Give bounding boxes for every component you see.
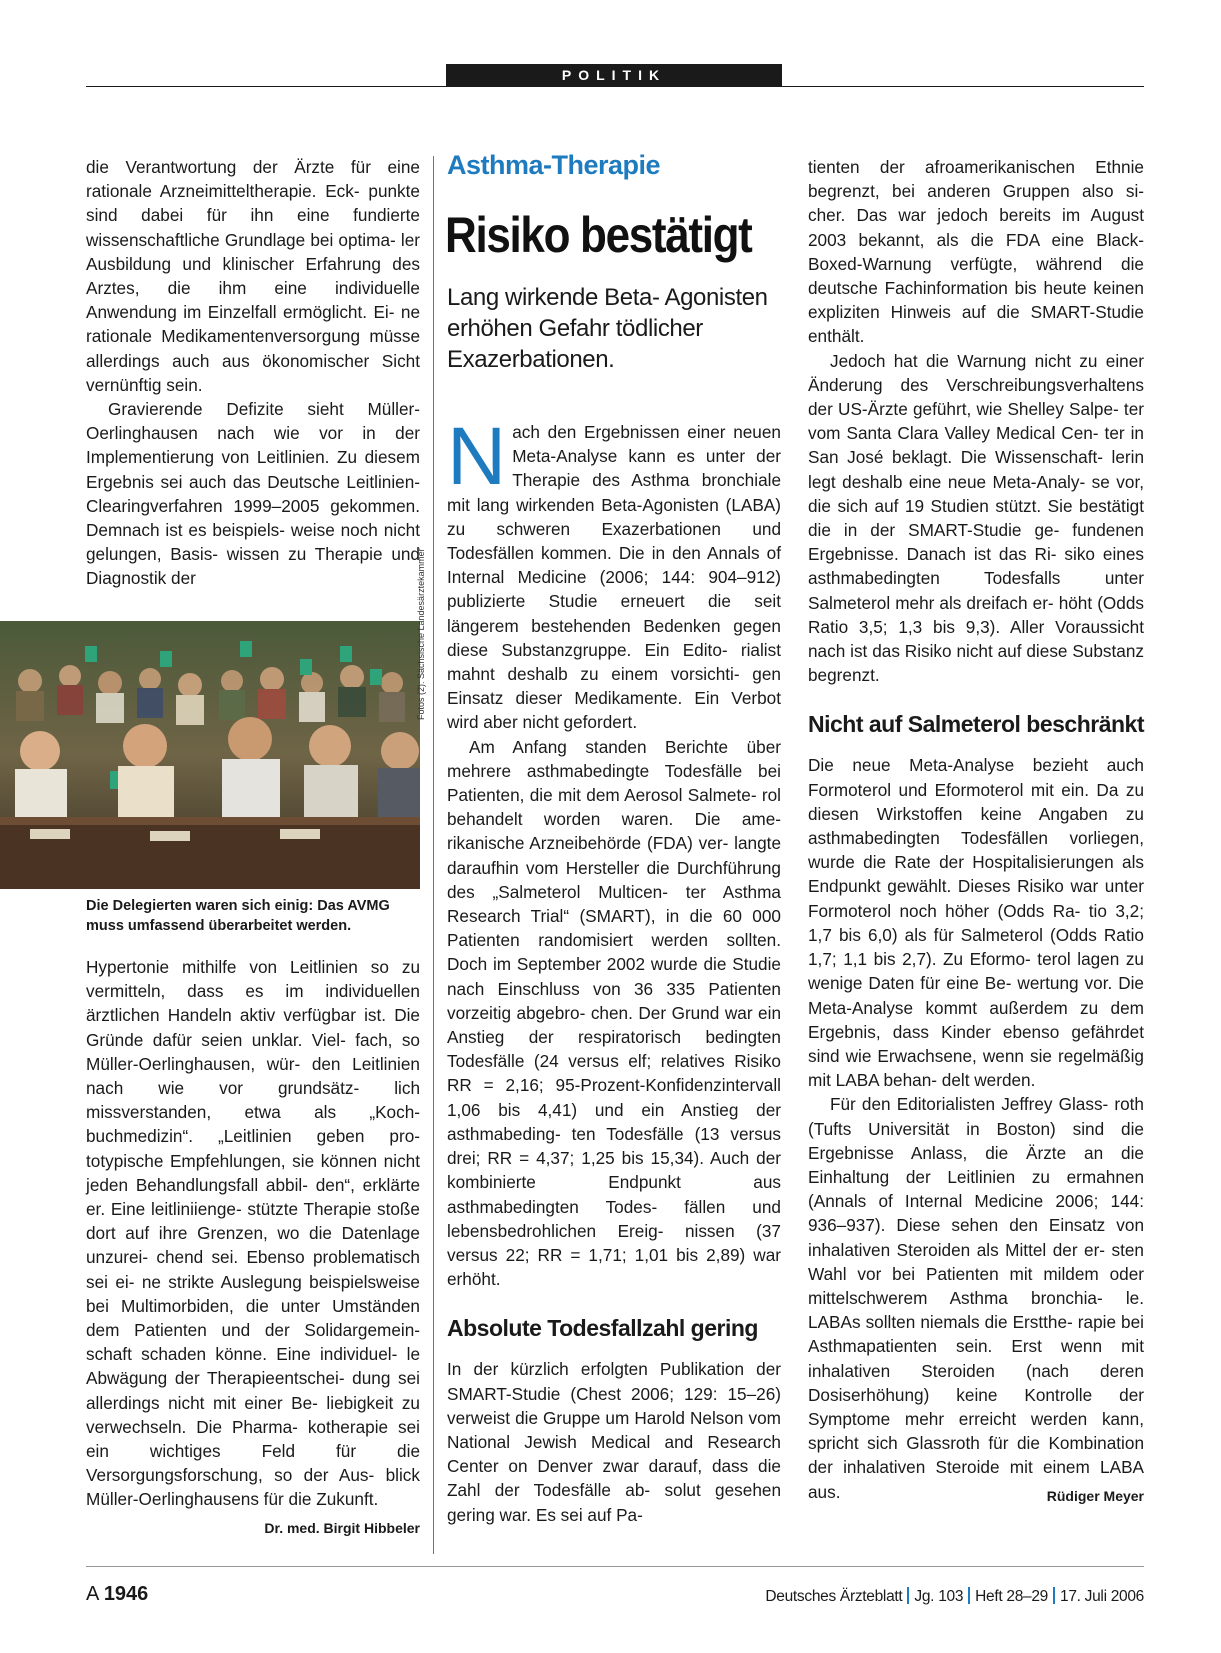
journal-issue: Heft 28–29 bbox=[975, 1588, 1048, 1605]
paragraph-text: Hypertonie mithilfe von Leitlinien so zu vermitteln, dass es im individuellen ärztlichen Handeln aktiv verfügbar ist. Die Gründe dafür seien unklar. Viel- fach, so Müller-Oerlinghausen, wür- den Leitlinien nach wie vor grundsätz- lich missverstanden, etwa als „Koch- buchmedizin“. „Leitlinien geben pro- totypische Empfehlungen, sie können nicht jeden Behandlungsfall abbil- den“, erklärte er. Eine leitliniienge- stützte Therapie stoße dort auf ihre Grenzen, wo die Datenlage unzurei- chend sei. Ebenso problematisch sei ei- ne strikte Auslegung beispielsweise bei Multimorbiden, die unter Umständen dem Patienten und der Solidargemein- schaft schaden könne. Eine individuel- le Abwägung der Therapieentschei- dung sei allerdings nicht mit einer Be- liebigkeit zu verwechseln. Die Pharma- kotherapie sei ein wichtiges Feld für die Versorgungsforschung, so der Aus- blick Müller-Oerlinghausens für die Zukunft. bbox=[86, 957, 420, 1510]
section-header: POLITIK bbox=[446, 64, 782, 86]
column-divider bbox=[433, 156, 434, 1554]
paragraph: In der kürzlich erfolgten Publikation der SMART-Studie (Chest 2006; 129: 15–26) verweist die Gruppe um Harold Nelson vom National Jewish Medical and Research Center on Denver zwar darauf, dass die Zahl der Todesfälle ab- solut gesehen gering war. Es sei auf Pa- bbox=[447, 1359, 781, 1525]
delegates-photo bbox=[0, 621, 420, 889]
subheading: Nicht auf Salmeterol beschränkt bbox=[808, 711, 1144, 738]
paragraph: Jedoch hat die Warnung nicht zu einer Änderung des Verschreibungsverhaltens der US-Ärzte geführt, wie Shelley Salpe- ter vom Santa Clara Valley Medical Cen- ter in San José beklagt. Die Wissenschaft- lerin legt deshalb eine neue Meta-Analy- se vor, die sich auf 19 Studien stützt. Sie bestätigt die in der SMART-Studie ge- fundenen Ergebnisse. Danach ist das Ri- siko eines asthmabedingten Todesfalls unter Salmeterol mehr als dreifach er- höht (Odds Ratio 3,5; 1,3 bis 9,3). Aller Voraussicht nach ist das Risiko nicht auf diese Substanz begrenzt. bbox=[808, 350, 1144, 686]
paragraph: tienten der afroamerikanischen Ethnie begrenzt, bei anderen Gruppen also si- cher. Das war jedoch bereits im August 2003 bekannt, als die FDA eine Black- Boxed-Warnung verfügte, während die deutsche Fachinformation bis heute keinen expliziten Hinweis auf die SMART-Studie enthält. bbox=[808, 157, 1144, 347]
paragraph: die Verantwortung der Ärzte für eine rationale Arzneimitteltherapie. Eck- punkte sind dabei für ihn eine fundierte wissenschaftliche Grundlage bei optima- ler Ausbildung und klinischer Erfahrung des Arztes, die ihm eine individuelle Anwendung im Einzelfall ermöglicht. Ei- ne rationale Medikamentenversorgung müsse allerdings auch aus ökonomischer Sicht vernünftig sein. bbox=[86, 157, 420, 395]
journal-date: 17. Juli 2006 bbox=[1060, 1588, 1144, 1605]
author-byline: Dr. med. Birgit Hibbeler bbox=[264, 1519, 420, 1536]
paragraph: Die neue Meta-Analyse bezieht auch Formoterol und Eformoterol mit ein. Da zu diesen Wirkstoffen keine Angaben zu asthmabedingten Todesfällen vorliegen, wurde die Rate der Hospitalisierungen als Endpunkt gewählt. Dieses Risiko war unter Formoterol noch höher (Odds Ra- tio 3,2; 1,7 bis 6,0) als für Salmeterol (Odds Ratio 1,7; 1,1 bis 2,7). Zu Eformo- terol lagen zu wenige Daten für eine Be- wertung vor. Die Meta-Analyse kommt außerdem zu dem Ergebnis, dass Kinder ebenso gefährdet sind wie Erwachsene, wenn sie regelmäßig mit LABA behan- delt werden. bbox=[808, 755, 1144, 1091]
article-deck: Lang wirkende Beta- Agonisten erhöhen Gefahr tödlicher Exazerbationen. bbox=[447, 284, 768, 373]
footer-rule bbox=[86, 1566, 1144, 1567]
separator bbox=[968, 1587, 970, 1604]
lead-text: ach den Ergebnissen einer neuen Meta-Analyse kann es unter der Therapie des Asthma bronchiale mit lang wirkenden Beta-Agonisten (LABA) zu schweren Exazerbationen und Todesfällen kommen. Die in den Annals of Internal Medicine (2006; 144: 904–912) publizierte Studie erneuert die seit längerem bestehenden Bedenken gegen diese Substanzgruppe. Ein Edito- rialist mahnt deshalb zu einem vorsichti- gen Einsatz dieser Medikamente. Ein Verbot wird aber nicht gefordert. bbox=[447, 422, 781, 733]
page-prefix: A bbox=[86, 1583, 99, 1605]
paragraph bbox=[808, 1092, 1144, 1503]
paragraph-text: Für den Editorialisten Jeffrey Glass- roth (Tufts Universität in Boston) sind die Ergebnisse Anlass, die Ärzte an die Einhaltung der Leitlinien zu ermahnen (Annals of Internal Medicine 2006; 144: 936–937). Diese sehen den Einsatz von inhalativen Steroiden als Mittel der er- sten Wahl vor bei Patienten mit mildem oder mittelschwerem Asthma bronchia- le. LABAs sollten niemals die Erstthe- rapie bei Asthmapatienten sein. Erst wenn mit inhalativen Steroiden (nach deren Dosiserhöhung) keine Kontrolle der Symptome mehr erreicht werden kann, spricht sich Glassroth für die Kombination der inhalativen Steroide mit einem LABA aus. bbox=[808, 1094, 1144, 1502]
paragraph: Am Anfang standen Berichte über mehrere asthmabedingte Todesfälle bei Patienten, die mit dem Aerosol Salmete- rol behandelt worden waren. Die ame- rikanische Arzneibehörde (FDA) ver- langte daraufhin vom Hersteller die Durchführung des „Salmeterol Multicen- ter Asthma Research Trial“ (SMART), in die 60 000 Patienten randomisiert werden sollten. Doch im September 2002 wurde die Studie nach Einschluss von 36 335 Patienten vorzeitig abgebro- chen. Der Grund war ein Anstieg der respiratorisch bedingten Todesfälle (24 versus elf; relatives Risiko RR = 2,16; 95-Prozent-Konfidenzintervall 1,06 bis 4,41) und ein Anstieg der asthmabeding- ten Todesfälle (13 versus drei; RR = 4,37; 1,25 bis 15,34). Auch der kombinierte Endpunkt aus asthmabedingten Todes- fällen und lebensbedrohlichen Ereig- nissen (37 versus 22; RR = 1,71; 1,01 bis 2,89) war erhöht. bbox=[447, 736, 781, 1290]
journal-info bbox=[765, 1587, 1144, 1606]
article-headline: Risiko bestätigt bbox=[445, 207, 752, 263]
page-number bbox=[86, 1583, 148, 1606]
paragraph bbox=[86, 955, 420, 1536]
article-kicker: Asthma-Therapie bbox=[447, 150, 661, 180]
column-1-bottom bbox=[86, 955, 420, 1540]
column-1-top bbox=[86, 155, 420, 591]
lead-paragraph bbox=[447, 411, 781, 735]
separator bbox=[1053, 1587, 1055, 1604]
paragraph: Gravierende Defizite sieht Müller- Oerlinghausen nach wie vor in der Implementierung von Leitlinien. Zu diesem Ergebnis sei auch das Deutsche Leitlinien-Clearingverfahren 1999–2005 gekommen. Demnach ist es beispiels- weise noch nicht gelungen, Basis- wissen zu Therapie und Diagnostik der bbox=[86, 399, 420, 589]
journal-name: Deutsches Ärzteblatt bbox=[765, 1588, 903, 1605]
column-3 bbox=[808, 155, 1144, 1508]
header-rule bbox=[86, 86, 1144, 87]
separator bbox=[907, 1587, 909, 1604]
photo-illustration bbox=[0, 621, 420, 889]
subheading: Absolute Todesfallzahl gering bbox=[447, 1315, 758, 1342]
journal-volume: Jg. 103 bbox=[914, 1588, 964, 1605]
column-2 bbox=[447, 411, 781, 1527]
photo-caption: Die Delegierten waren sich einig: Das AVMG muss umfassend überarbeitet werden. bbox=[86, 898, 390, 934]
photo-credit: Fotos (2): Sächsische Landesärztekammer bbox=[416, 548, 426, 720]
author-byline: Rüdiger Meyer bbox=[1046, 1487, 1144, 1504]
page-number-value: 1946 bbox=[103, 1583, 149, 1605]
dropcap: N bbox=[447, 411, 507, 502]
